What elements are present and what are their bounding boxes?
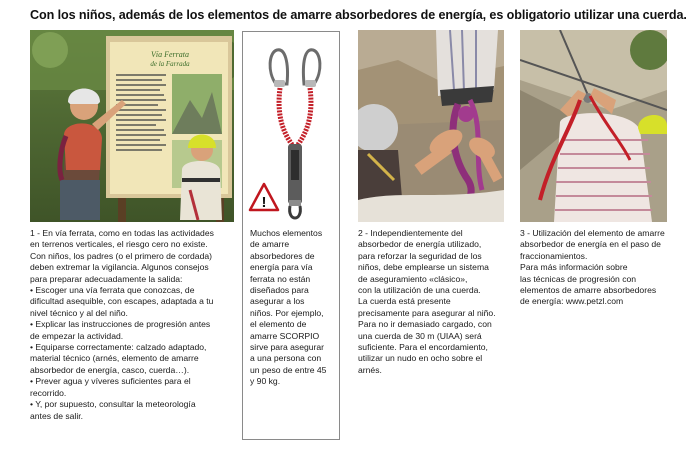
col4-line: las técnicas de progresión con [520,273,637,284]
col3-line: absorbedor de energía utilizado, [358,239,482,250]
page-title: Con los niños, además de los elementos de amarre absorbedores de energía, es obligatorio utilizar una cuerda. [30,8,687,22]
col1-line: 1 - En vía ferrata, como en todas las actividades [30,228,214,238]
col2-line: de amarre [250,239,290,250]
col2-line: a una persona con [250,353,322,364]
col1-line: • Explicar las instrucciones de progresión antes [30,319,211,330]
col3-line: de aseguramiento «clásico», [358,273,468,284]
col2-line: Muchos elementos [250,228,323,238]
col3-line: para reforzar la seguridad de los [358,250,482,261]
col3-line: precisamente para asegurar al niño. [358,307,496,318]
col1-line: de empezar la actividad. [30,330,124,341]
sign-header: Vía Ferrata [151,50,189,59]
col3-line: arnés. [358,364,382,375]
sign-subheader: de la Farrada [150,60,190,68]
col3-line: Para no ir demasiado cargado, con [358,319,492,330]
col1-text [30,228,240,422]
col4-text [520,228,690,308]
col3-line: La cuerda está presente [358,296,451,307]
col1-line: • Y, por supuesto, consultar la meteorología [30,399,196,410]
col1-line: absorbedor de energía, casco, cuerda…). [30,364,190,375]
col1-line: • Escoger una vía ferrata que conozcas, de [30,285,195,296]
col1-line: para preparar adecuadamente la salida: [30,273,183,284]
col2-line: niños. Por ejemplo, [250,307,324,318]
col2-line: asegurar a los [250,296,305,307]
col1-line: en terrenos verticales, el riesgo cero no existe. [30,239,208,250]
col1-line: dificultad asequible, con escapes, adaptada a tu [30,296,214,307]
col1-line: • Equiparse correctamente: calzado adaptado, [30,342,207,353]
col1-line: • Prever agua y víveres suficientes para el [30,376,191,387]
col1-line: deben extremar la vigilancia. Algunos consejos [30,262,209,273]
col2-line: sirve para asegurar [250,342,325,353]
col3-line: con la utilización de una cuerda. [358,285,481,296]
col4-line: elementos de amarre absorbedores [520,285,657,296]
warning-symbol: ! [261,194,267,211]
col4-line: de energía: www.petzl.com [520,296,624,307]
col1-line: recorrido. [30,387,67,398]
col1-line: antes de salir. [30,410,84,421]
col3-text [358,228,516,376]
col2-line: diseñados para [250,285,309,296]
col2-line: y 90 kg. [250,376,281,387]
col2-line: amarre SCORPIO [250,330,320,341]
col2-line: un peso de entre 45 [250,364,327,375]
col2-line: el elemento de [250,319,307,330]
col1-line: material técnico (arnés, elemento de amarre [30,353,199,364]
col2-line: absorbedores de [250,250,315,261]
photo-rope-harness [358,30,504,222]
col4-line: Para más información sobre [520,262,628,273]
col3-line: suficiente. Para el encordamiento, [358,342,488,353]
col2-text [250,228,340,388]
col2-line: ferrata no están [250,273,311,284]
col3-line: una cuerda de 30 m (UIAA) será [358,330,482,341]
photo-anchor-passing [520,30,667,222]
col4-line: absorbedor de energía en el paso de [520,239,661,250]
lanyard-illustration [243,32,341,232]
col1-line: nivel técnico y al del niño. [30,307,128,318]
col1-line: Con niños, los padres (o el primero de cordada) [30,250,212,261]
col2-line: energía para vía [250,262,313,273]
photo-sign-reading [30,30,234,222]
col3-line: 2 - Independientemente del [358,228,463,238]
col3-line: niños, debe emplearse un sistema [358,262,489,273]
col4-line: 3 - Utilización del elemento de amarre [520,228,665,238]
col3-line: utilizar un nudo en ocho sobre el [358,353,483,364]
col4-line: fraccionamientos. [520,250,588,261]
